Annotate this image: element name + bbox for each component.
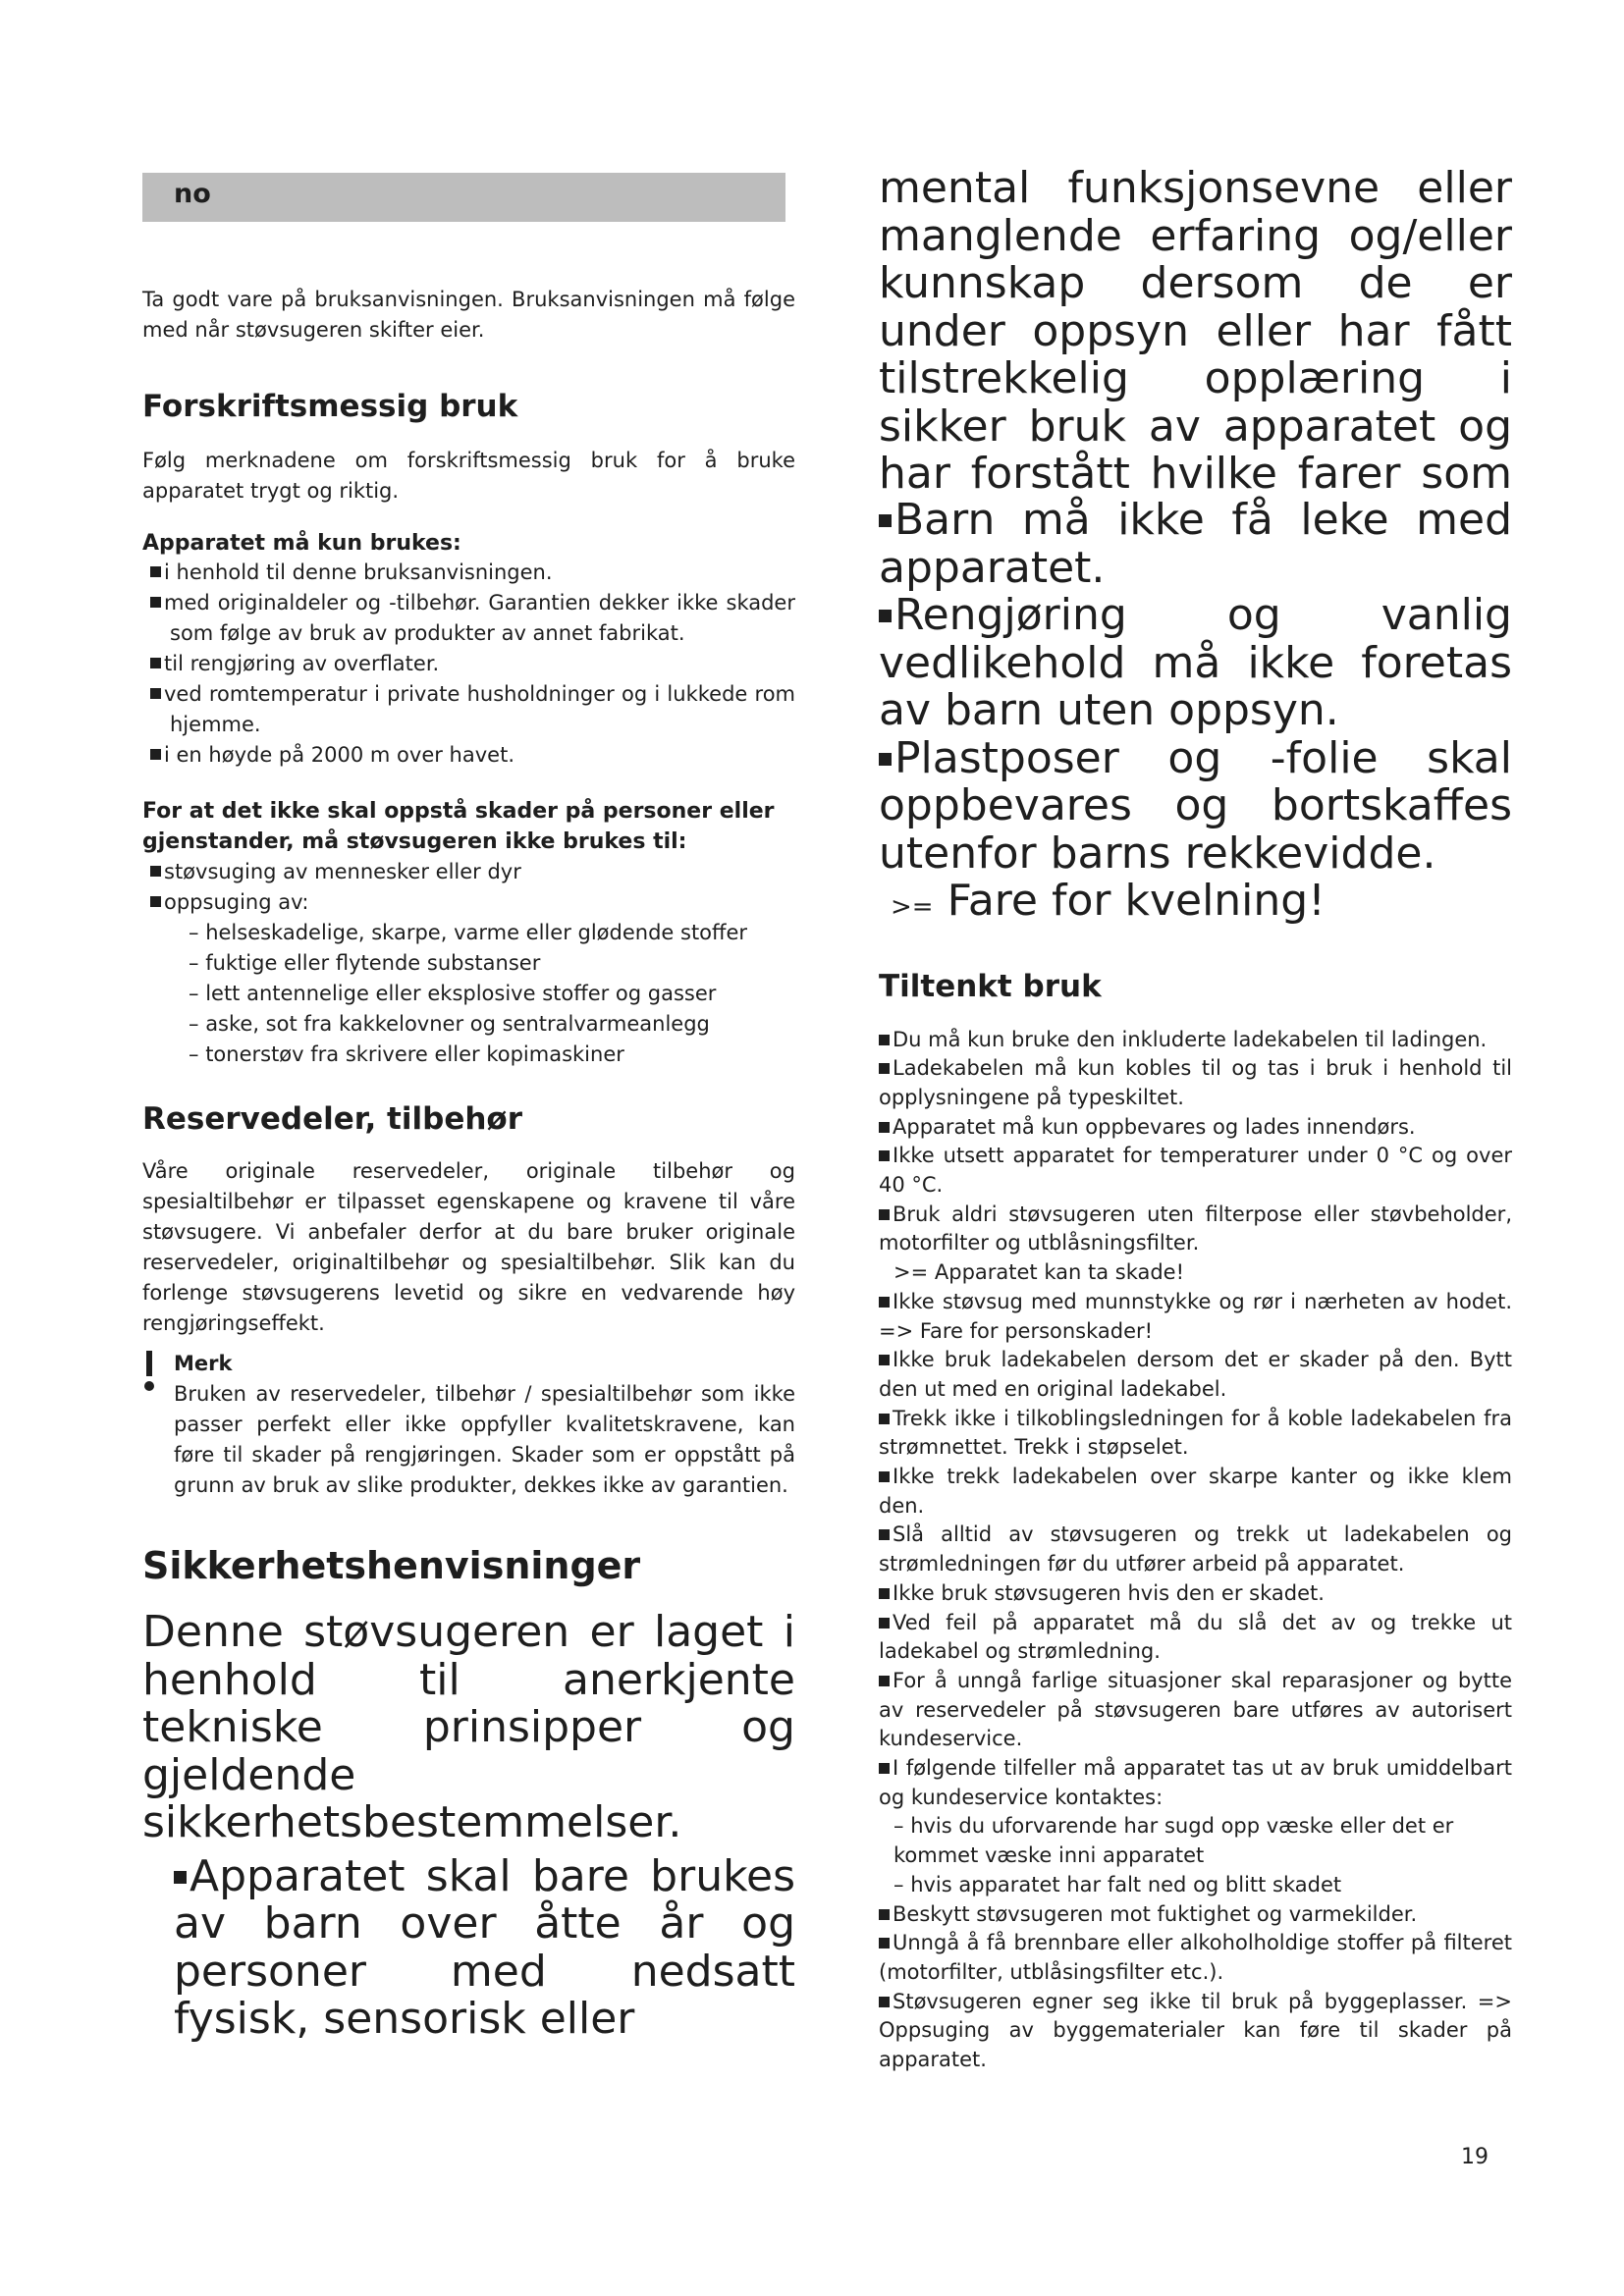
- right-column: [879, 165, 1512, 2075]
- warning-line: >= Apparatet kan ta skade!: [893, 1260, 1185, 1285]
- safety-item-plastic: Plastposer og -folie skal oppbevares og bortskaffes utenfor barns rekkevidde.: [879, 732, 1512, 879]
- safety-item-children: Apparatet skal bare brukes av barn over åtte år og personer med nedsatt fysisk, sensorisk eller: [174, 1852, 795, 2044]
- dash-item: – lett antennelige eller eksplosive stoffer og gasser: [189, 982, 717, 1005]
- list-item: med originaldeler og -tilbehør. Garantien dekker ikke skader som følge av bruk av produkter av annet fabrikat.: [142, 588, 795, 649]
- list-item: i henhold til denne bruksanvisningen.: [142, 558, 795, 588]
- list-item: til rengjøring av overflater.: [142, 649, 795, 679]
- list-item: Ladekabelen må kun kobles til og tas i bruk i henhold til opplysningene på typeskiltet.: [879, 1056, 1512, 1109]
- dash-item: – aske, sot fra kakkelovner og sentralvarmeanlegg: [189, 1012, 710, 1036]
- section-title-reservedeler: Reservedeler, tilbehør: [142, 1101, 523, 1137]
- section-title-sikkerhet: Sikkerhetshenvisninger: [142, 1544, 641, 1587]
- list-item: i en høyde på 2000 m over havet.: [142, 740, 795, 771]
- list-item: Beskytt støvsugeren mot fuktighet og varmekilder.: [879, 1900, 1512, 1930]
- list-item: Bruk aldri støvsugeren uten filterpose eller støvbeholder, motorfilter og utblåsningsfilter.: [879, 1201, 1512, 1255]
- list-item: Apparatet må kun oppbevares og lades innendørs.: [879, 1113, 1512, 1143]
- dash-item: – hvis du uforvarende har sugd opp væske eller det er kommet væske inni apparatet: [893, 1814, 1454, 1868]
- section-text: Våre originale reservedeler, originale tilbehør og spesialtilbehør er tilpasset egenskapene og kravene til våre støvsugere. Vi anbefaler derfor at du bare bruker originale reservedeler, originaltilbehør og spesialtilbehør. Slik kan du forlenge støvsugerens levetid og sikre en vedvarende høy rengjøringseffekt.: [142, 1159, 795, 1335]
- safety-item-cleaning: Rengjøring og vanlig vedlikehold må ikke foretas av barn uten oppsyn.: [879, 590, 1512, 735]
- list-item: Du må kun bruke den inkluderte ladekabelen til ladingen.: [879, 1026, 1512, 1055]
- dash-item: – tonerstøv fra skrivere eller kopimaskiner: [189, 1042, 624, 1066]
- list-item: Ikke trekk ladekabelen over skarpe kanter og ikke klem den.: [879, 1465, 1512, 1518]
- section-title-tiltenkt: Tiltenkt bruk: [879, 968, 1102, 1004]
- dash-item: – fuktige eller flytende substanser: [189, 951, 541, 975]
- left-column: [142, 285, 795, 2044]
- note-text: Bruken av reservedeler, tilbehør / spesialtilbehør som ikke passer perfekt eller ikke oppfyller kvalitetskravene, kan føre til skader på rengjøringen. Skader som er oppstått på grunn av bruk av slike produkter, dekkes ikke av garantien.: [174, 1382, 795, 1497]
- continued-text: mental funksjonsevne eller manglende erfaring og/eller kunnskap dersom de er under oppsyn eller har fått tilstrekkelig opplæring i sikker bruk av apparatet og har forstått hvilke farer som: [879, 165, 1512, 497]
- section-title-forskriftsmessig: Forskriftsmessig bruk: [142, 389, 518, 424]
- dash-item: – helseskadelige, skarpe, varme eller glødende stoffer: [189, 921, 748, 944]
- list-item: ved romtemperatur i private husholdninger og i lukkede rom hjemme.: [142, 679, 795, 740]
- section-text: Følg merknadene om forskriftsmessig bruk for å bruke apparatet trygt og riktig.: [142, 449, 795, 503]
- usage-list: [879, 1026, 1512, 2075]
- safety-continuation: [879, 165, 1512, 497]
- list-item: Ikke utsett apparatet for temperaturer under 0 °C og over 40 °C.: [879, 1144, 1512, 1198]
- list-item: Støvsugeren egner seg ikke til bruk på byggeplasser. => Oppsuging av byggematerialer kan føre til skader på apparatet.: [879, 1989, 1512, 2072]
- list-item: Ved feil på apparatet må du slå det av og trekke ut ladekabel og strømledning.: [879, 1610, 1512, 1664]
- safety-intro: Denne støvsugeren er laget i henhold til anerkjente tekniske prinsipper og gjeldende sikkerhetsbestemmelser.: [142, 1607, 795, 1847]
- list-item: Slå alltid av støvsugeren og trekk ut ladekabelen og strømledningen før du utfører arbeid på apparatet.: [879, 1522, 1512, 1576]
- note-title: Merk: [174, 1352, 233, 1375]
- subheading-usage: Apparatet må kun brukes:: [142, 531, 461, 556]
- language-code: no: [174, 179, 211, 209]
- warning-line: >= Fare for kvelning!: [891, 876, 1326, 926]
- list-item: Trekk ikke i tilkoblingsledningen for å koble ladekabelen fra strømnettet. Trekk i støpselet.: [879, 1406, 1512, 1460]
- list-item: Ikke støvsug med munnstykke og rør i nærheten av hodet. => Fare for personskader!: [879, 1289, 1512, 1343]
- list-item: støvsuging av mennesker eller dyr: [142, 857, 795, 887]
- subheading-restrictions: For at det ikke skal oppstå skader på personer eller gjenstander, må støvsugeren ikke brukes til:: [142, 799, 775, 854]
- list-item: Unngå å få brennbare eller alkoholholdige stoffer på filteret (motorfilter, utblåsingsfilter etc.).: [879, 1931, 1512, 1984]
- page-number: 19: [1461, 2145, 1489, 2169]
- dash-item: – hvis apparatet har falt ned og blitt skadet: [893, 1872, 1342, 1896]
- list-item: Ikke bruk ladekabelen dersom det er skader på den. Bytt den ut med en original ladekabel.: [879, 1348, 1512, 1401]
- intro-text: Ta godt vare på bruksanvisningen. Bruksanvisningen må følge med når støvsugeren skifter eier.: [142, 288, 795, 342]
- note-box: [142, 1349, 795, 1501]
- list-item: I følgende tilfeller må apparatet tas ut av bruk umiddelbart og kundeservice kontaktes:: [879, 1756, 1512, 1809]
- exclamation-icon: [142, 1349, 156, 1394]
- list-item: oppsuging av:: [142, 887, 795, 918]
- list-item: Ikke bruk støvsugeren hvis den er skadet.: [879, 1579, 1512, 1609]
- safety-item-play: Barn må ikke få leke med apparatet.: [879, 495, 1512, 593]
- list-item: For å unngå farlige situasjoner skal reparasjoner og bytte av reservedeler på støvsugeren bare utføres av autorisert kundeservice.: [879, 1668, 1512, 1751]
- language-header: [142, 173, 785, 222]
